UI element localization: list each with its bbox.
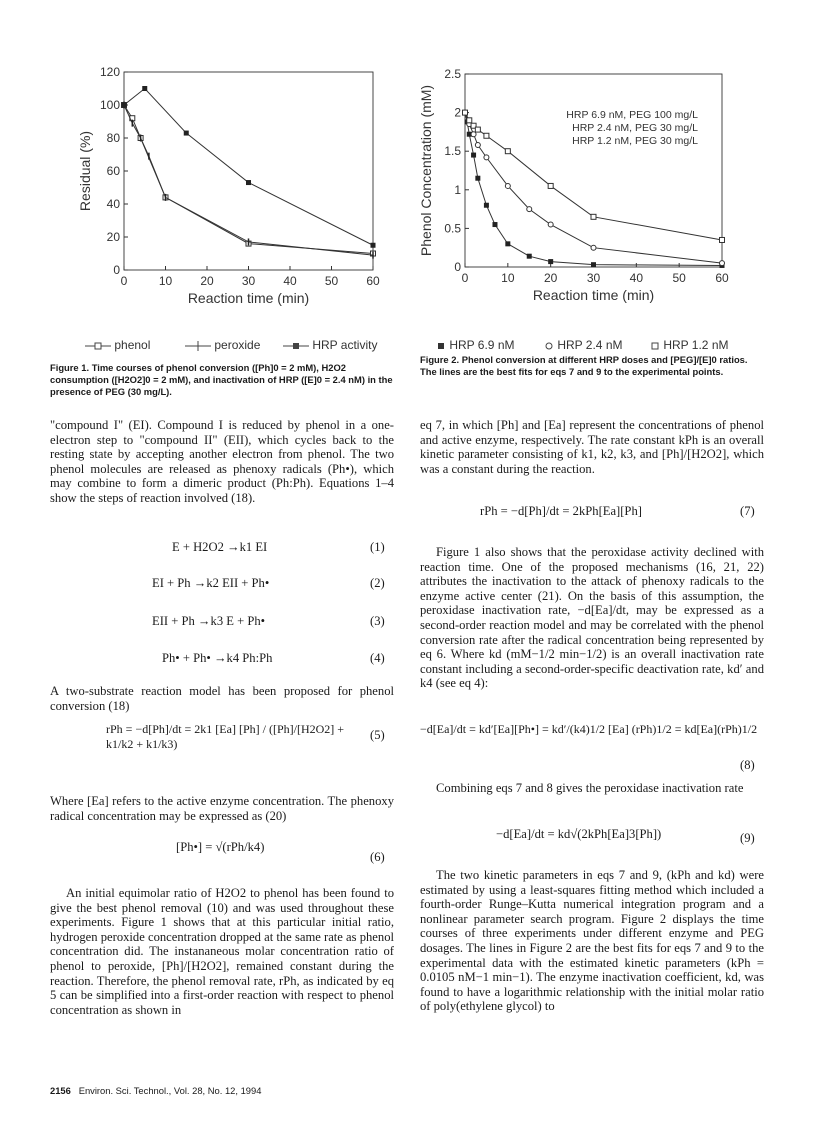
equation-5: rPh = −d[Ph]/dt = 2k1 [Ea] [Ph] / ([Ph]/[H2O2] + k1/k2 + k1/k3) xyxy=(106,722,345,751)
equation-1: E + H2O2 →k1 EI xyxy=(172,540,268,554)
equation-1-number: (1) xyxy=(370,540,385,554)
y-tick-label: 100 xyxy=(99,98,120,112)
figure-2-chart xyxy=(420,60,750,320)
figure-1-caption: Figure 1. Time courses of phenol conversion ([Ph]0 = 2 mM), H2O2 consumption ([H2O2]0 = 2 mM), and inactivation of HRP ([E]0 = 2.4 nM) in the presence of PEG (30 mg/L). xyxy=(50,362,393,397)
equation-4-number: (4) xyxy=(370,651,385,665)
data-point xyxy=(246,180,251,185)
legend-hrp-activity: HRP activity xyxy=(283,338,377,352)
x-tick-label: 40 xyxy=(629,271,644,285)
equation-8-number: (8) xyxy=(740,758,755,772)
figure-2-caption: Figure 2. Phenol conversion at different HRP doses and [PEG]/[E]0 ratios. The lines are the best fits for eqs 7 and 9 to the experimental points. xyxy=(420,354,748,377)
series-line xyxy=(124,105,373,254)
data-point xyxy=(122,103,127,108)
data-point xyxy=(142,86,147,91)
annotation-label: HRP 1.2 nM, PEG 30 mg/L xyxy=(572,135,698,147)
data-point xyxy=(505,149,510,154)
x-tick-label: 10 xyxy=(501,271,515,285)
x-tick-label: 30 xyxy=(586,271,601,285)
data-point xyxy=(475,143,480,148)
data-point xyxy=(720,261,725,266)
y-tick-label: 2.5 xyxy=(444,67,461,81)
annotation-label: HRP 2.4 nM, PEG 30 mg/L xyxy=(572,122,698,134)
x-tick-label: 10 xyxy=(158,274,173,288)
y-tick-label: 0.5 xyxy=(444,221,461,236)
y-tick-label: 40 xyxy=(106,197,120,211)
annotation-label: HRP 6.9 nM, PEG 100 mg/L xyxy=(566,109,698,121)
right-col-paragraph-2: Figure 1 also shows that the peroxidase activity declined with reaction time. One of the proposed mechanisms (16, 21, 22) attributes the inactivation to the attack of phenoxy radicals to the enzyme active center (21). On the basis of this assumption, the peroxidase inactivation rate, −d[Ea]/dt, may be expressed as a second-order reaction model and may be correlated with the phenol conversion rate after the radical concentration being represented by eq 6. Where kd (mM−1/2 min−1/2) is an overall inactivation rate constant including a second-order-specific deactivation rate, kd′ and k4 (see eq 4): xyxy=(420,545,764,691)
legend-hrp-2.4: HRP 2.4 nM xyxy=(544,338,622,352)
x-axis-label: Reaction time (min) xyxy=(187,290,310,306)
equation-2: EI + Ph →k2 EII + Ph• xyxy=(152,576,270,590)
x-tick-label: 60 xyxy=(715,271,729,285)
left-col-paragraph-2: A two-substrate reaction model has been proposed for phenol conversion (18) xyxy=(50,684,394,713)
data-point xyxy=(371,243,376,248)
left-col-paragraph-4: An initial equimolar ratio of H2O2 to phenol has been found to give the best phenol removal (10) and was used throughout these experiments. Figure 1 shows that at this particular initial ratio, hydrogen peroxide concentration dropped at the same rate as phenol concentration did. The instananeous molar concentration ratio of phenol to peroxide, [Ph]/[H2O2], remained constant during the reaction. Therefore, the phenol removal rate, rPh, as indicated by eq 5 can be simplified into a first-order reaction with respect to phenol concentration as shown in xyxy=(50,886,394,1017)
equation-3-number: (3) xyxy=(370,614,385,628)
equation-4: Ph• + Ph• →k4 Ph:Ph xyxy=(162,651,273,665)
equation-7-number: (7) xyxy=(740,504,755,518)
equation-8: −d[Ea]/dt = kd′[Ea][Ph•] = kd′/(k4)1/2 [Ea] (rPh)1/2 = kd[Ea](rPh)1/2 xyxy=(420,722,758,736)
data-point xyxy=(591,262,596,267)
page-footer xyxy=(50,1085,261,1096)
data-point xyxy=(505,183,510,188)
equation-7: rPh = −d[Ph]/dt = 2kPh[Ea][Ph] xyxy=(480,504,642,518)
x-tick-label: 60 xyxy=(366,274,380,288)
legend-peroxide: peroxide xyxy=(214,338,261,352)
y-tick-label: 120 xyxy=(99,65,120,79)
data-point xyxy=(471,153,476,158)
left-col-paragraph-1: "compound I" (EI). Compound I is reduced by phenol in a one-electron step to "compound II" (EII), which cycles back to the resting state by accepting another electron from phenol. The two phenol molecules are released as phenoxy radicals (Ph•), which may combine to form a dimeric product (Ph:Ph). Equations 1–4 show the steps of reaction involved (18). xyxy=(50,418,394,505)
data-point xyxy=(467,118,472,123)
data-point xyxy=(184,131,189,136)
y-tick-label: 80 xyxy=(106,131,120,145)
x-tick-label: 20 xyxy=(543,271,558,285)
right-col-paragraph-4: The two kinetic parameters in eqs 7 and 9, (kPh and kd) were estimated by using a least-squares fitting method which included a fourth-order Runge–Kutta numerical integration program and a nonlinear parameter search program. Figure 2 displays the time courses of three experiments under different enzyme and PEG dosages. The lines in Figure 2 are the best fits for eqs 7 and 9 to the experimental data with the estimated kinetic parameters (kPh = 0.0105 nM−1 min−1). The enzyme inactivation coefficient, kd, was found to have a logarithmic relationship with the initial molar ratio of poly(ethylene glycol) to xyxy=(420,868,764,1014)
equation-2-number: (2) xyxy=(370,576,385,590)
equation-9-number: (9) xyxy=(740,831,755,845)
page-number: 2156 xyxy=(50,1085,71,1096)
data-point xyxy=(484,155,489,160)
data-point xyxy=(591,214,596,219)
data-point xyxy=(527,207,532,212)
right-col-paragraph-1: eq 7, in which [Ph] and [Ea] represent the concentrations of phenol and active enzyme, respectively. The rate constant kPh is an overall kinetic parameter consisting of k1, k2, k3, and [Ph]/[H2O2], which was a constant during the reaction. xyxy=(420,418,764,476)
right-col-paragraph-3: Combining eqs 7 and 8 gives the peroxidase inactivation rate xyxy=(436,781,744,795)
data-point xyxy=(463,110,468,115)
x-axis-label: Reaction time (min) xyxy=(532,287,655,303)
data-point xyxy=(548,183,553,188)
y-axis-label: Phenol Concentration (mM) xyxy=(418,84,434,257)
series-line xyxy=(124,89,373,246)
data-point xyxy=(527,254,532,259)
y-axis-label: Residual (%) xyxy=(77,130,93,212)
data-point xyxy=(492,222,497,227)
data-point xyxy=(484,203,489,208)
x-tick-label: 0 xyxy=(120,274,128,288)
data-point xyxy=(720,237,725,242)
data-point xyxy=(475,127,480,132)
journal-citation: Environ. Sci. Technol., Vol. 28, No. 12, 1994 xyxy=(78,1085,262,1096)
x-tick-label: 20 xyxy=(200,274,214,288)
data-point xyxy=(475,176,480,181)
y-tick-label: 1 xyxy=(454,182,461,197)
y-tick-label: 20 xyxy=(106,230,120,244)
y-tick-label: 1.5 xyxy=(444,144,461,159)
legend-phenol: phenol xyxy=(85,338,150,352)
data-point xyxy=(505,241,510,246)
y-tick-label: 0 xyxy=(113,263,120,277)
data-point xyxy=(484,133,489,138)
data-point xyxy=(548,222,553,227)
data-point xyxy=(591,245,596,250)
figure-1-chart xyxy=(60,60,390,320)
x-tick-label: 50 xyxy=(324,274,339,288)
equation-6: [Ph•] = √(rPh/k4) xyxy=(176,840,265,854)
x-tick-label: 40 xyxy=(283,274,297,288)
y-tick-label: 0 xyxy=(454,260,461,274)
data-point xyxy=(548,259,553,264)
equation-3: EII + Ph →k3 E + Ph• xyxy=(152,614,266,628)
y-tick-label: 60 xyxy=(106,164,120,178)
legend-hrp-6.9: HRP 6.9 nM xyxy=(436,338,514,352)
x-tick-label: 50 xyxy=(672,271,686,285)
equation-9: −d[Ea]/dt = kd√(2kPh[Ea]3[Ph]) xyxy=(496,827,662,841)
legend-hrp-1.2: HRP 1.2 nM xyxy=(650,338,728,352)
x-tick-label: 0 xyxy=(461,271,469,285)
equation-5-number: (5) xyxy=(370,728,385,742)
equation-6-number: (6) xyxy=(370,850,385,864)
x-tick-label: 30 xyxy=(241,274,256,288)
left-col-paragraph-3: Where [Ea] refers to the active enzyme concentration. The phenoxy radical concentration may be expressed as (20) xyxy=(50,794,394,823)
y-tick-label: 2 xyxy=(454,105,461,120)
